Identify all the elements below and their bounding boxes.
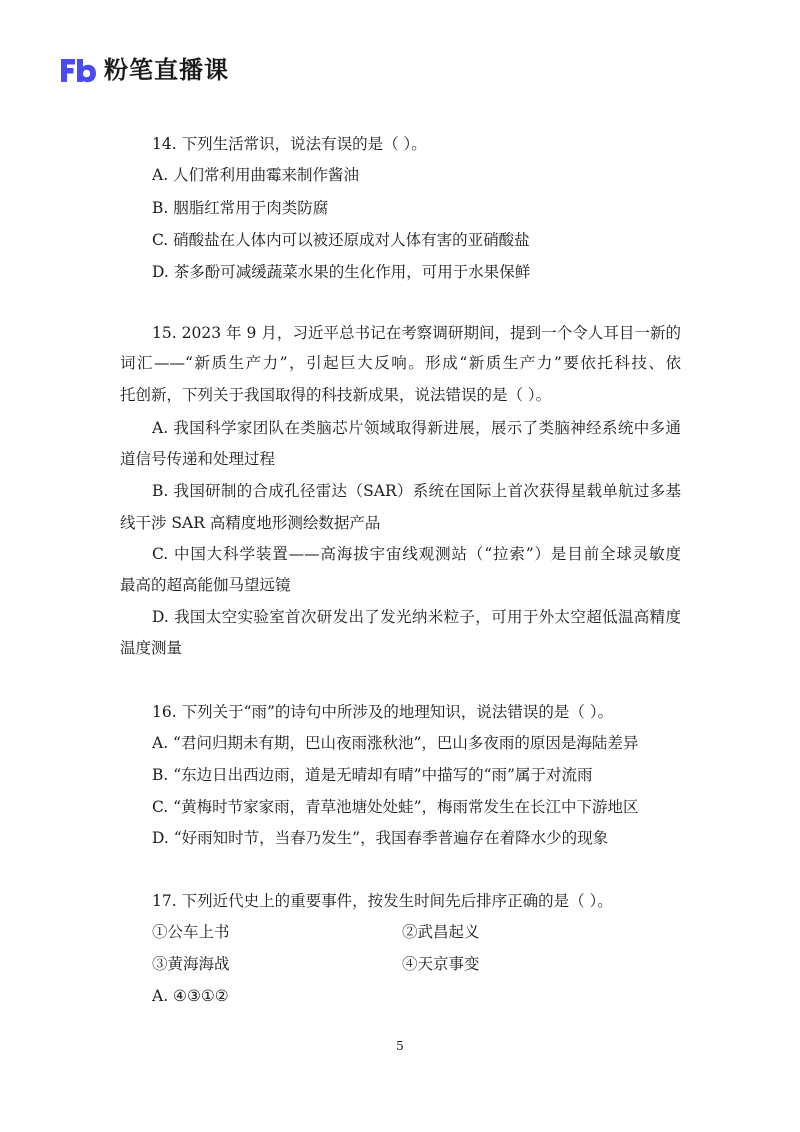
q17-event-4: ④天京事变 <box>402 955 480 973</box>
q17-event-1: ①公车上书 <box>152 923 230 941</box>
q15-stem-line-3: 托创新，下列关于我国取得的科技新成果，说法错误的是（ ）。 <box>120 386 552 404</box>
q16-option-d: D. “好雨知时节，当春乃发生”，我国春季普遍存在着降水少的现象 <box>152 829 609 847</box>
brand-logo <box>58 53 229 87</box>
q14-option-b: B. 胭脂红常用于肉类防腐 <box>152 199 329 217</box>
q15-option-b-line-1: B. 我国研制的合成孔径雷达（SAR）系统在国际上首次获得星载单航过多基 <box>152 482 681 500</box>
q15-option-c-line-2: 最高的超高能伽马望远镜 <box>120 576 291 594</box>
q14-option-c: C. 硝酸盐在人体内可以被还原成对人体有害的亚硝酸盐 <box>152 231 530 249</box>
q16-option-a: A. “君问归期未有期，巴山夜雨涨秋池”，巴山多夜雨的原因是海陆差异 <box>152 734 639 752</box>
q17-event-3: ③黄海海战 <box>152 955 230 973</box>
q16-stem: 16. 下列关于“雨”的诗句中所涉及的地理知识，说法错误的是（ ）。 <box>152 703 614 721</box>
q15-option-d-line-2: 温度测量 <box>120 639 183 657</box>
q17-option-a: A. ④③①② <box>152 987 229 1005</box>
q16-option-b: B. “东边日出西边雨，道是无晴却有晴”中描写的“雨”属于对流雨 <box>152 766 593 784</box>
q17-event-2: ②武昌起义 <box>402 923 480 941</box>
page-number: 5 <box>396 1039 404 1053</box>
brand-name: 粉笔直播课 <box>104 56 229 84</box>
q16-option-c: C. “黄梅时节家家雨，青草池塘处处蛙”，梅雨常发生在长江中下游地区 <box>152 798 639 816</box>
q15-stem-line-2: 词汇——“新质生产力”，引起巨大反响。形成“新质生产力”要依托科技、依 <box>120 354 681 372</box>
fb-logo-icon <box>58 55 98 85</box>
q15-stem-line-1: 15. 2023 年 9 月，习近平总书记在考察调研期间，提到一个令人耳目一新的 <box>152 324 681 342</box>
q14-option-a: A. 人们常利用曲霉来制作酱油 <box>152 166 360 184</box>
q15-option-c-line-1: C. 中国大科学装置——高海拔宇宙线观测站（“拉索”）是目前全球灵敏度 <box>152 545 681 563</box>
q14-option-d: D. 茶多酚可减缓蔬菜水果的生化作用，可用于水果保鲜 <box>152 263 531 281</box>
q17-stem: 17. 下列近代史上的重要事件，按发生时间先后排序正确的是（ ）。 <box>152 892 613 910</box>
q14-stem: 14. 下列生活常识，说法有误的是（ ）。 <box>152 135 427 153</box>
q15-option-b-line-2: 线干涉 SAR 高精度地形测绘数据产品 <box>120 514 381 532</box>
q15-option-a-line-2: 道信号传递和处理过程 <box>120 450 276 468</box>
q15-option-d-line-1: D. 我国太空实验室首次研发出了发光纳米粒子，可用于外太空超低温高精度 <box>152 608 681 626</box>
q15-option-a-line-1: A. 我国科学家团队在类脑芯片领域取得新进展，展示了类脑神经系统中多通 <box>152 419 681 437</box>
